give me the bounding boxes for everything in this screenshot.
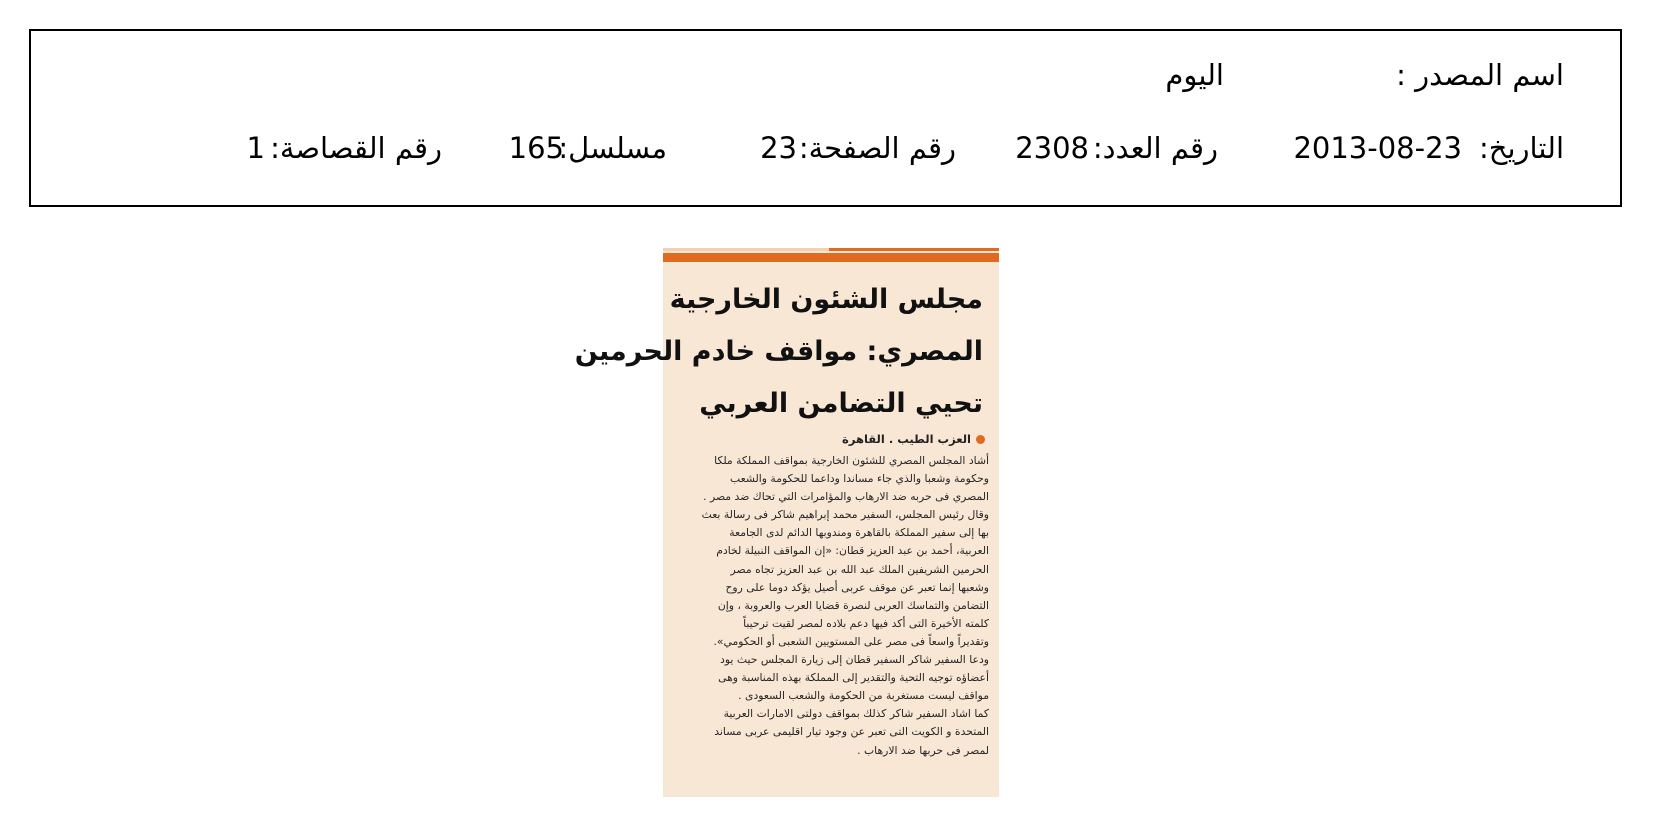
- body-line: أعضاؤه توجيه التحية والتقدير إلى المملكة بهذه المناسبة وهى: [718, 671, 989, 685]
- body-line: أشاد المجلس المصري للشئون الخارجية بمواقف المملكة ملكا: [714, 454, 989, 467]
- issue-value: 2308: [1015, 131, 1089, 165]
- top-rule-highlight: [663, 248, 829, 251]
- body-line: كما اشاد السفير شاكر كذلك بمواقف دولتى الامارات العربية: [723, 707, 989, 721]
- byline-text: العزب الطيب . القاهرة: [842, 432, 971, 446]
- source-label: اسم المصدر :: [1396, 58, 1564, 92]
- body-line: الحرمين الشريفين الملك عبد الله بن عبد العزيز تجاه مصر: [730, 562, 989, 576]
- body-line: وتقديراً واسعاً فى مصر على المستويين الشعبى أو الحكومي».: [713, 634, 989, 648]
- body-line: ودعا السفير شاكر السفير قطان إلى زيارة المجلس حيث يود: [720, 653, 989, 667]
- body-line: لمصر فى حربها ضد الارهاب .: [857, 743, 989, 757]
- article-body: [673, 452, 989, 760]
- source-info-box: [29, 29, 1622, 207]
- meta-row: [31, 126, 1620, 170]
- body-line: وحكومة وشعبا والذي جاء مساندا وداعما للحكومة والشعب: [730, 472, 989, 486]
- page-label: رقم الصفحة:: [798, 131, 956, 165]
- serial-value: 165: [508, 131, 564, 165]
- serial-label: مسلسل:: [558, 131, 667, 165]
- body-line: التضامن والتماسك العربى لنصرة قضايا العرب والعروبة ، وإن: [717, 598, 989, 612]
- newspaper-clipping: [574, 248, 999, 797]
- body-line: العربية، أحمد بن عبد العزيز قطان: «إن المواقف النبيلة لخادم: [716, 544, 989, 558]
- article-headline: [574, 274, 983, 430]
- body-line: وقال رئيس المجلس، السفير محمد إبراهيم شاكر فى رسالة بعث: [701, 508, 989, 522]
- headline-line: المصري: مواقف خادم الحرمين: [574, 336, 983, 367]
- date-label: التاريخ:: [1478, 131, 1564, 165]
- body-line: المصري فى حربه ضد الارهاب والمؤامرات التي تحاك ضد مصر .: [703, 490, 989, 504]
- clip-number-value: 1: [246, 131, 265, 165]
- body-line: وشعبها إنما تعبر عن موقف عربى أصيل يؤكد دوما على روح: [725, 580, 989, 594]
- body-line: المتحدة و الكويت التى تعبر عن وجود تيار اقليمى عربى مساند: [714, 725, 989, 739]
- source-value: اليوم: [1165, 58, 1224, 92]
- page-value: 23: [760, 131, 797, 165]
- body-line: كلمته الأخيرة التى أكد فيها دعم بلاده لمصر لقيت ترحيباً: [743, 616, 989, 630]
- article-byline: [842, 432, 985, 446]
- headline-line: مجلس الشئون الخارجية: [669, 284, 983, 315]
- body-line: بها إلى سفير المملكة بالقاهرة ومندوبها الدائم لدى الجامعة: [729, 526, 989, 540]
- body-line: مواقف ليست مستغربة من الحكومة والشعب السعودى .: [738, 689, 989, 703]
- date-value: 2013-08-23: [1293, 131, 1462, 165]
- headline-line: تحيي التضامن العربي: [699, 388, 983, 419]
- bullet-icon: [976, 435, 985, 444]
- clip-number-label: رقم القصاصة:: [270, 131, 442, 165]
- source-row: [31, 53, 1620, 97]
- header-rule: [663, 253, 999, 262]
- issue-label: رقم العدد:: [1092, 131, 1218, 165]
